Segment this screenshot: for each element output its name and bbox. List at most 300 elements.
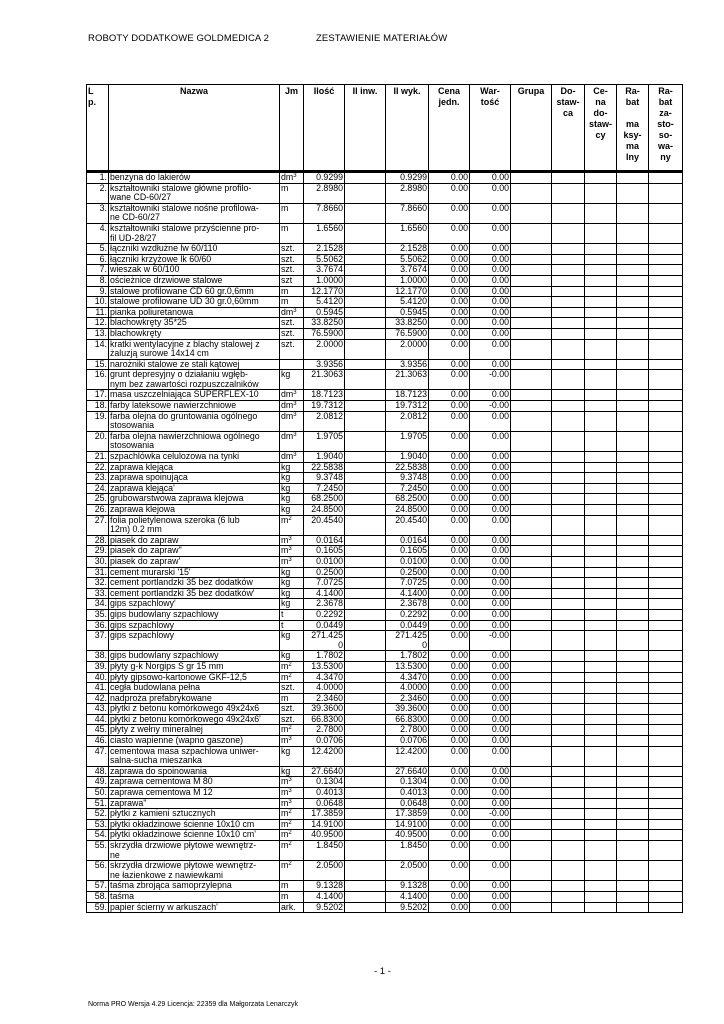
unit-cell: kg xyxy=(280,578,304,589)
quantity-inventory-cell xyxy=(345,328,386,339)
unit-price-cell: 0.00 xyxy=(429,370,470,390)
group-cell xyxy=(511,714,552,725)
quantity-cell: 5.4120 xyxy=(304,297,345,308)
supplier-price-cell xyxy=(585,390,617,401)
unit-price-cell: 0.00 xyxy=(429,736,470,747)
quantity-executed-cell: 1.8450 xyxy=(386,841,429,861)
group-cell xyxy=(511,401,552,412)
value-cell: 0.00 xyxy=(470,286,511,297)
row-number-cell: 59. xyxy=(87,902,109,913)
quantity-inventory-cell xyxy=(345,631,386,651)
quantity-executed-cell: 5.5062 xyxy=(386,254,429,265)
supplier-cell xyxy=(552,841,585,861)
max-discount-cell xyxy=(617,318,649,329)
quantity-inventory-cell xyxy=(345,183,386,203)
supplier-price-cell xyxy=(585,746,617,766)
group-cell xyxy=(511,798,552,809)
row-number-cell: 48. xyxy=(87,766,109,777)
supplier-cell xyxy=(552,819,585,830)
material-name-cell: cementowa masa szpachlowa uniwer- salna-sucha mieszanka xyxy=(109,746,280,766)
unit-cell: $dm^3$ xyxy=(280,173,304,184)
applied-discount-cell xyxy=(649,370,683,390)
group-cell xyxy=(511,672,552,683)
value-cell: 0.00 xyxy=(470,788,511,799)
value-cell: 0.00 xyxy=(470,328,511,339)
quantity-inventory-cell xyxy=(345,841,386,861)
group-cell xyxy=(511,546,552,557)
unit-cell: kg xyxy=(280,746,304,766)
quantity-cell: 4.1400 xyxy=(304,891,345,902)
supplier-cell xyxy=(552,777,585,788)
value-cell: 0.00 xyxy=(470,431,511,451)
unit-price-cell: 0.00 xyxy=(429,620,470,631)
supplier-cell xyxy=(552,359,585,370)
quantity-inventory-cell xyxy=(345,725,386,736)
material-name-cell: pianka poliuretanowa xyxy=(109,307,280,318)
supplier-price-cell xyxy=(585,599,617,610)
table-row xyxy=(87,203,683,223)
value-cell: 0.00 xyxy=(470,265,511,276)
max-discount-cell xyxy=(617,390,649,401)
applied-discount-cell xyxy=(649,891,683,902)
group-cell xyxy=(511,881,552,892)
unit-price-cell: 0.00 xyxy=(429,819,470,830)
max-discount-cell xyxy=(617,819,649,830)
unit-price-cell: 0.00 xyxy=(429,891,470,902)
supplier-cell xyxy=(552,183,585,203)
unit-price-cell: 0.00 xyxy=(429,462,470,473)
value-cell: 0.00 xyxy=(470,483,511,494)
applied-discount-cell xyxy=(649,431,683,451)
row-number-cell: 40. xyxy=(87,672,109,683)
supplier-cell xyxy=(552,746,585,766)
quantity-inventory-cell xyxy=(345,223,386,243)
quantity-inventory-cell xyxy=(345,609,386,620)
table-row xyxy=(87,183,683,203)
quantity-cell: 0.0164 xyxy=(304,535,345,546)
max-discount-cell xyxy=(617,286,649,297)
unit-price-cell: 0.00 xyxy=(429,339,470,359)
value-cell: 0.00 xyxy=(470,672,511,683)
row-number-cell: 6. xyxy=(87,254,109,265)
max-discount-cell xyxy=(617,704,649,715)
unit-price-cell: 0.00 xyxy=(429,631,470,651)
unit-cell: $m^3$ xyxy=(280,546,304,557)
row-number-cell: 58. xyxy=(87,891,109,902)
row-number-cell: 11. xyxy=(87,307,109,318)
quantity-inventory-cell xyxy=(345,556,386,567)
row-number-cell: 27. xyxy=(87,515,109,535)
quantity-cell: 27.6640 xyxy=(304,766,345,777)
unit-price-cell: 0.00 xyxy=(429,483,470,494)
supplier-cell xyxy=(552,265,585,276)
quantity-inventory-cell xyxy=(345,546,386,557)
table-row xyxy=(87,328,683,339)
quantity-inventory-cell xyxy=(345,473,386,484)
table-row xyxy=(87,223,683,243)
row-number-cell: 32. xyxy=(87,578,109,589)
material-name-cell: gips szpachlowy xyxy=(109,631,280,651)
material-name-cell: farba olejna do gruntowania ogólnego stosowania xyxy=(109,411,280,431)
value-cell: 0.00 xyxy=(470,505,511,516)
table-row xyxy=(87,411,683,431)
table-row xyxy=(87,505,683,516)
table-row xyxy=(87,777,683,788)
supplier-cell xyxy=(552,588,585,599)
quantity-cell: 12.4200 xyxy=(304,746,345,766)
unit-price-cell: 0.00 xyxy=(429,223,470,243)
applied-discount-cell xyxy=(649,483,683,494)
supplier-price-cell xyxy=(585,265,617,276)
quantity-executed-cell: 20.4540 xyxy=(386,515,429,535)
table-row xyxy=(87,766,683,777)
supplier-cell xyxy=(552,462,585,473)
unit-cell: $m^3$ xyxy=(280,535,304,546)
supplier-cell xyxy=(552,567,585,578)
quantity-inventory-cell xyxy=(345,390,386,401)
quantity-cell: 20.4540 xyxy=(304,515,345,535)
unit-cell: t xyxy=(280,620,304,631)
material-name-cell: wieszak w 60/100 xyxy=(109,265,280,276)
table-row xyxy=(87,620,683,631)
quantity-executed-cell: 19.7312 xyxy=(386,401,429,412)
table-row xyxy=(87,693,683,704)
quantity-cell: 7.0725 xyxy=(304,578,345,589)
unit-cell: m xyxy=(280,891,304,902)
row-number-cell: 9. xyxy=(87,286,109,297)
unit-cell: $dm^3$ xyxy=(280,411,304,431)
table-row xyxy=(87,819,683,830)
group-cell xyxy=(511,841,552,861)
applied-discount-cell xyxy=(649,693,683,704)
table-row xyxy=(87,746,683,766)
supplier-price-cell xyxy=(585,798,617,809)
material-name-cell: nadproża prefabrykowane xyxy=(109,693,280,704)
material-name-cell: folia polietylenowa szeroka (6 lub 12m) 0.2 mm xyxy=(109,515,280,535)
row-number-cell: 29. xyxy=(87,546,109,557)
unit-price-cell: 0.00 xyxy=(429,830,470,841)
quantity-cell: 1.6560 xyxy=(304,223,345,243)
value-cell: -0.00 xyxy=(470,401,511,412)
quantity-inventory-cell xyxy=(345,819,386,830)
quantity-executed-cell: 0.1304 xyxy=(386,777,429,788)
applied-discount-cell xyxy=(649,631,683,651)
quantity-inventory-cell xyxy=(345,452,386,463)
group-cell xyxy=(511,265,552,276)
group-cell xyxy=(511,339,552,359)
unit-price-cell: 0.00 xyxy=(429,494,470,505)
supplier-price-cell xyxy=(585,578,617,589)
applied-discount-cell xyxy=(649,546,683,557)
material-name-cell: płyty gipsowo-kartonowe GKF-12,5 xyxy=(109,672,280,683)
quantity-inventory-cell xyxy=(345,401,386,412)
group-cell xyxy=(511,275,552,286)
unit-cell: $m^2$ xyxy=(280,830,304,841)
unit-cell: kg xyxy=(280,505,304,516)
applied-discount-cell xyxy=(649,535,683,546)
unit-price-cell: 0.00 xyxy=(429,244,470,255)
unit-cell: kg xyxy=(280,483,304,494)
material-name-cell: kształtowniki stalowe nośne profilowa- ne CD-60/27 xyxy=(109,203,280,223)
unit-price-cell: 0.00 xyxy=(429,746,470,766)
unit-cell: szt. xyxy=(280,265,304,276)
group-cell xyxy=(511,725,552,736)
quantity-executed-cell: 0.1605 xyxy=(386,546,429,557)
unit-price-cell: 0.00 xyxy=(429,788,470,799)
max-discount-cell xyxy=(617,777,649,788)
unit-cell: ark. xyxy=(280,902,304,913)
supplier-cell xyxy=(552,286,585,297)
max-discount-cell xyxy=(617,275,649,286)
row-number-cell: 55. xyxy=(87,841,109,861)
unit-price-cell: 0.00 xyxy=(429,535,470,546)
group-cell xyxy=(511,328,552,339)
group-cell xyxy=(511,693,552,704)
group-cell xyxy=(511,766,552,777)
row-number-cell: 21. xyxy=(87,452,109,463)
value-cell: 0.00 xyxy=(470,318,511,329)
material-name-cell: cement portlandzki 35 bez dodatków' xyxy=(109,588,280,599)
quantity-cell: 0.5945 xyxy=(304,307,345,318)
applied-discount-cell xyxy=(649,452,683,463)
unit-price-cell: 0.00 xyxy=(429,725,470,736)
quantity-executed-cell: 4.0000 xyxy=(386,683,429,694)
column-header-6: Cena jedn. xyxy=(429,85,470,172)
unit-cell: kg xyxy=(280,370,304,390)
column-header-10: Ce- na do- staw- cy xyxy=(585,85,617,172)
applied-discount-cell xyxy=(649,809,683,820)
group-cell xyxy=(511,578,552,589)
row-number-cell: 38. xyxy=(87,651,109,662)
unit-cell: szt. xyxy=(280,704,304,715)
supplier-price-cell xyxy=(585,359,617,370)
supplier-price-cell xyxy=(585,841,617,861)
quantity-executed-cell: 0.2292 xyxy=(386,609,429,620)
supplier-price-cell xyxy=(585,777,617,788)
supplier-price-cell xyxy=(585,766,617,777)
supplier-cell xyxy=(552,339,585,359)
supplier-cell xyxy=(552,861,585,881)
quantity-cell: 76.5900 xyxy=(304,328,345,339)
applied-discount-cell xyxy=(649,672,683,683)
supplier-cell xyxy=(552,431,585,451)
supplier-cell xyxy=(552,620,585,631)
quantity-cell: 2.3460 xyxy=(304,693,345,704)
table-row xyxy=(87,736,683,747)
group-cell xyxy=(511,494,552,505)
unit-price-cell: 0.00 xyxy=(429,359,470,370)
row-number-cell: 52. xyxy=(87,809,109,820)
unit-cell: szt. xyxy=(280,244,304,255)
unit-price-cell: 0.00 xyxy=(429,693,470,704)
quantity-cell: 1.9705 xyxy=(304,431,345,451)
unit-cell: szt. xyxy=(280,339,304,359)
applied-discount-cell xyxy=(649,599,683,610)
unit-price-cell: 0.00 xyxy=(429,452,470,463)
value-cell: 0.00 xyxy=(470,841,511,861)
group-cell xyxy=(511,861,552,881)
applied-discount-cell xyxy=(649,556,683,567)
applied-discount-cell xyxy=(649,609,683,620)
applied-discount-cell xyxy=(649,725,683,736)
group-cell xyxy=(511,431,552,451)
supplier-cell xyxy=(552,809,585,820)
table-row xyxy=(87,286,683,297)
table-row xyxy=(87,359,683,370)
max-discount-cell xyxy=(617,861,649,881)
row-number-cell: 12. xyxy=(87,318,109,329)
group-cell xyxy=(511,535,552,546)
value-cell: 0.00 xyxy=(470,183,511,203)
material-name-cell: gips szpachlowy' xyxy=(109,599,280,610)
quantity-executed-cell: 0.0648 xyxy=(386,798,429,809)
max-discount-cell xyxy=(617,203,649,223)
table-row xyxy=(87,307,683,318)
quantity-executed-cell: 1.9705 xyxy=(386,431,429,451)
applied-discount-cell xyxy=(649,766,683,777)
material-name-cell: łączniki wzdłużne lw 60/110 xyxy=(109,244,280,255)
quantity-cell: 18.7123 xyxy=(304,390,345,401)
unit-cell: szt. xyxy=(280,318,304,329)
quantity-inventory-cell xyxy=(345,483,386,494)
material-name-cell: gips budowlany szpachlowy xyxy=(109,651,280,662)
quantity-inventory-cell xyxy=(345,203,386,223)
supplier-cell xyxy=(552,631,585,651)
materials-table xyxy=(86,84,683,913)
quantity-executed-cell: 39.3600 xyxy=(386,704,429,715)
supplier-price-cell xyxy=(585,788,617,799)
column-header-8: Grupa xyxy=(511,85,552,172)
max-discount-cell xyxy=(617,620,649,631)
quantity-executed-cell: 2.7800 xyxy=(386,725,429,736)
quantity-executed-cell: 1.7802 xyxy=(386,651,429,662)
supplier-cell xyxy=(552,725,585,736)
unit-price-cell: 0.00 xyxy=(429,798,470,809)
row-number-cell: 28. xyxy=(87,535,109,546)
quantity-inventory-cell xyxy=(345,714,386,725)
max-discount-cell xyxy=(617,736,649,747)
max-discount-cell xyxy=(617,609,649,620)
quantity-executed-cell: 12.1770 xyxy=(386,286,429,297)
row-number-cell: 41. xyxy=(87,683,109,694)
quantity-inventory-cell xyxy=(345,535,386,546)
row-number-cell: 26. xyxy=(87,505,109,516)
unit-cell: $dm^3$ xyxy=(280,431,304,451)
row-number-cell: 8. xyxy=(87,275,109,286)
supplier-cell xyxy=(552,788,585,799)
quantity-cell: 12.1770 xyxy=(304,286,345,297)
group-cell xyxy=(511,390,552,401)
max-discount-cell xyxy=(617,297,649,308)
group-cell xyxy=(511,620,552,631)
quantity-cell: 2.0812 xyxy=(304,411,345,431)
group-cell xyxy=(511,609,552,620)
applied-discount-cell xyxy=(649,567,683,578)
supplier-cell xyxy=(552,494,585,505)
supplier-cell xyxy=(552,318,585,329)
supplier-cell xyxy=(552,578,585,589)
unit-cell: $m^2$ xyxy=(280,661,304,672)
group-cell xyxy=(511,830,552,841)
row-number-cell: 45. xyxy=(87,725,109,736)
group-cell xyxy=(511,661,552,672)
material-name-cell: kształtowniki stalowe główne profilo- wane CD-60/27 xyxy=(109,183,280,203)
quantity-cell: 3.7674 xyxy=(304,265,345,276)
quantity-executed-cell: 0.0449 xyxy=(386,620,429,631)
unit-cell: m xyxy=(280,693,304,704)
supplier-cell xyxy=(552,599,585,610)
row-number-cell: 56. xyxy=(87,861,109,881)
material-name-cell: zaprawa klejowa xyxy=(109,505,280,516)
table-row xyxy=(87,173,683,184)
value-cell: 0.00 xyxy=(470,725,511,736)
supplier-cell xyxy=(552,714,585,725)
supplier-price-cell xyxy=(585,244,617,255)
applied-discount-cell xyxy=(649,462,683,473)
unit-cell: kg xyxy=(280,599,304,610)
group-cell xyxy=(511,254,552,265)
quantity-inventory-cell xyxy=(345,567,386,578)
applied-discount-cell xyxy=(649,473,683,484)
column-header-7: War- tość xyxy=(470,85,511,172)
quantity-cell: 17.3859 xyxy=(304,809,345,820)
quantity-cell: 1.7802 xyxy=(304,651,345,662)
unit-price-cell: 0.00 xyxy=(429,431,470,451)
group-cell xyxy=(511,631,552,651)
group-cell xyxy=(511,683,552,694)
group-cell xyxy=(511,651,552,662)
quantity-inventory-cell xyxy=(345,599,386,610)
value-cell: 0.00 xyxy=(470,411,511,431)
max-discount-cell xyxy=(617,370,649,390)
max-discount-cell xyxy=(617,599,649,610)
max-discount-cell xyxy=(617,788,649,799)
material-name-cell: zaprawa cementowa M 80 xyxy=(109,777,280,788)
quantity-executed-cell: 0.5945 xyxy=(386,307,429,318)
unit-cell: szt. xyxy=(280,328,304,339)
max-discount-cell xyxy=(617,841,649,861)
unit-cell: $m^2$ xyxy=(280,841,304,861)
value-cell: 0.00 xyxy=(470,244,511,255)
quantity-executed-cell: 0.0164 xyxy=(386,535,429,546)
supplier-price-cell xyxy=(585,736,617,747)
applied-discount-cell xyxy=(649,714,683,725)
supplier-cell xyxy=(552,693,585,704)
supplier-price-cell xyxy=(585,546,617,557)
quantity-cell: 39.3600 xyxy=(304,704,345,715)
supplier-price-cell xyxy=(585,483,617,494)
max-discount-cell xyxy=(617,546,649,557)
unit-price-cell: 0.00 xyxy=(429,777,470,788)
quantity-cell: 0.2292 xyxy=(304,609,345,620)
applied-discount-cell xyxy=(649,746,683,766)
table-row xyxy=(87,265,683,276)
quantity-cell: 3.9356 xyxy=(304,359,345,370)
row-number-cell: 39. xyxy=(87,661,109,672)
supplier-price-cell xyxy=(585,693,617,704)
quantity-inventory-cell xyxy=(345,861,386,881)
row-number-cell: 2. xyxy=(87,183,109,203)
supplier-cell xyxy=(552,881,585,892)
unit-price-cell: 0.00 xyxy=(429,307,470,318)
value-cell: 0.00 xyxy=(470,254,511,265)
material-name-cell: płytki z kamieni sztucznych xyxy=(109,809,280,820)
quantity-inventory-cell xyxy=(345,307,386,318)
column-header-11: Ra- bat ma ksy- ma lny xyxy=(617,85,649,172)
quantity-inventory-cell xyxy=(345,746,386,766)
material-name-cell: narożniki stalowe ze stali kątowej xyxy=(109,359,280,370)
quantity-cell: 9.3748 xyxy=(304,473,345,484)
